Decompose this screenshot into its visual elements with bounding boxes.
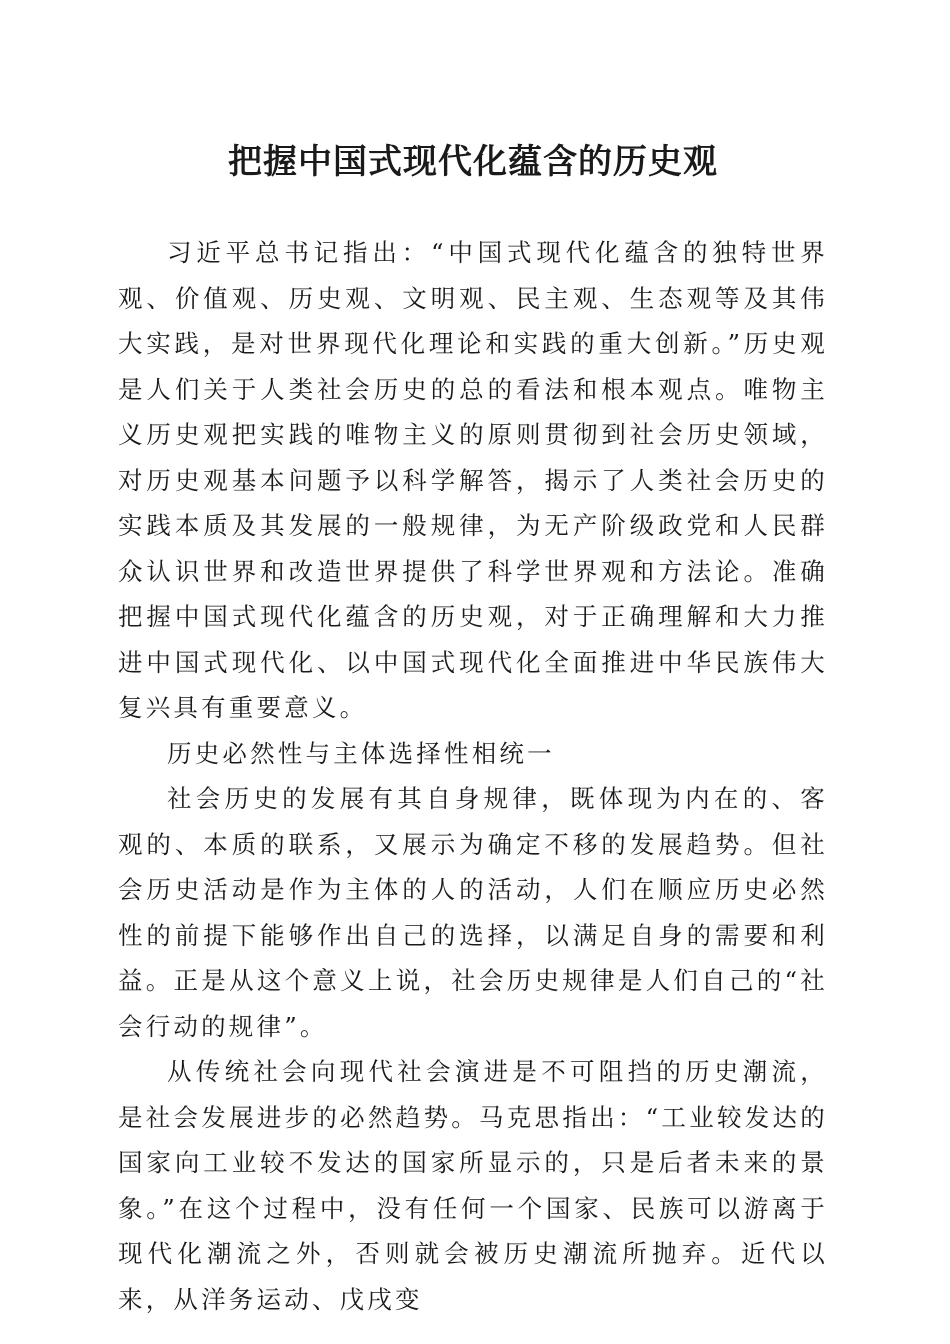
paragraph-modernization: 从传统社会向现代社会演进是不可阻挡的历史潮流，是社会发展进步的必然趋势。马克思指出：“工业较发达的国家向工业较不发达的国家所显示的，只是后者未来的景象。”在这个过程中，没有任何一个国家、民族可以游离于现代化潮流之外，否则就会被历史潮流所抛弃。近代以来，从洋务运动、戊戌变 bbox=[118, 1057, 828, 1314]
section-heading: 历史必然性与主体选择性相统一 bbox=[167, 738, 555, 768]
paragraph-intro: 习近平总书记指出：“中国式现代化蕴含的独特世界观、价值观、历史观、文明观、民主观、生态观等及其伟大实践，是对世界现代化理论和实践的重大创新。”历史观是人们关于人类社会历史的总的看法和根本观点。唯物主义历史观把实践的唯物主义的原则贯彻到社会历史领域，对历史观基本问题予以科学解答，揭示了人类社会历史的实践本质及其发展的一般规律，为无产阶级政党和人民群众认识世界和改造世界提供了科学世界观和方法论。准确把握中国式现代化蕴含的历史观，对于正确理解和大力推进中国式现代化、以中国式现代化全面推进中华民族伟大复兴具有重要意义。 bbox=[118, 238, 828, 722]
document-body bbox=[118, 230, 828, 1322]
document-title: 把握中国式现代化蕴含的历史观 bbox=[228, 142, 718, 182]
paragraph-social-history: 社会历史的发展有其自身规律，既体现为内在的、客观的、本质的联系，又展示为确定不移的发展趋势。但社会历史活动是作为主体的人的活动，人们在顺应历史必然性的前提下能够作出自己的选择，以满足自身的需要和利益。正是从这个意义上说，社会历史规律是人们自己的“社会行动的规律”。 bbox=[118, 784, 828, 1041]
